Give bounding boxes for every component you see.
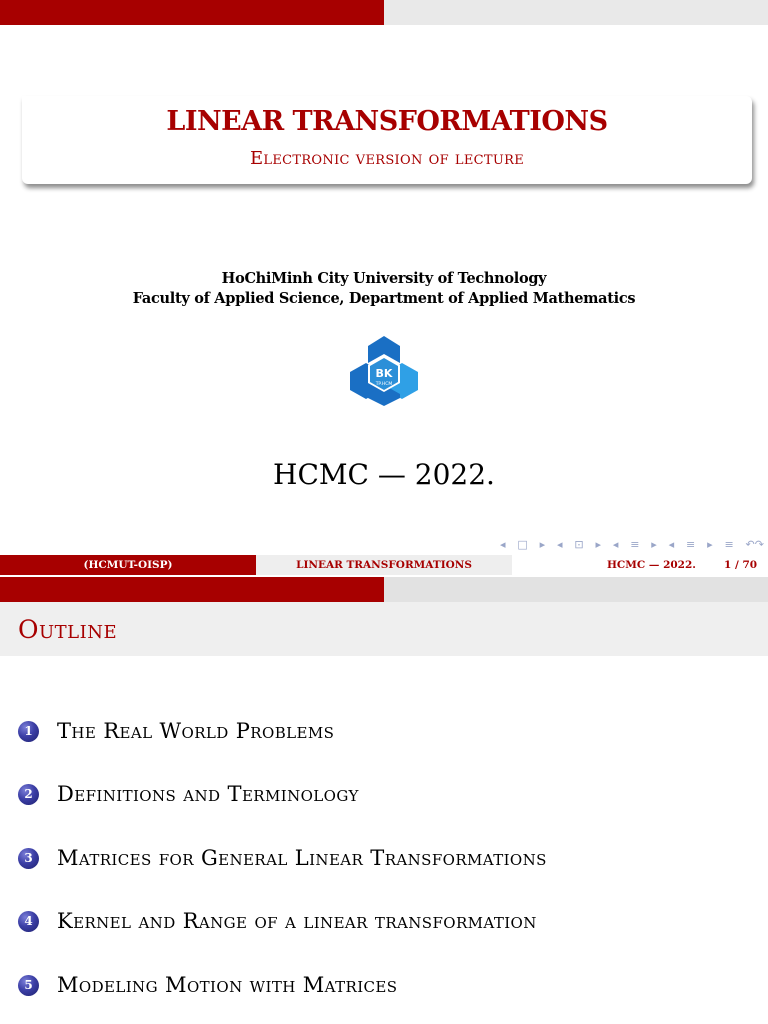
footer-institution: (HCMUT-OISP) — [0, 555, 256, 575]
nav-search-back-icon[interactable]: ↶↷ — [745, 537, 764, 551]
nav-section-icon[interactable]: ≡ — [686, 537, 696, 551]
outline-item-text: The Real World Problems — [57, 719, 335, 743]
outline-item-text: Kernel and Range of a linear transformation — [57, 909, 537, 933]
presentation-subtitle: Electronic version of lecture — [249, 148, 525, 169]
item-number-ball: 1 — [18, 721, 39, 742]
nav-align-icon[interactable]: ≡ — [724, 537, 734, 551]
nav-prev-frame-icon[interactable]: ◂ — [557, 537, 563, 551]
header-bar-gray — [384, 0, 768, 25]
outline-item[interactable] — [18, 971, 397, 999]
nav-prev-subsection-icon[interactable]: ◂ — [612, 537, 619, 551]
item-number-ball: 3 — [18, 848, 39, 869]
outline-list — [0, 577, 768, 1024]
footer-title: LINEAR TRANSFORMATIONS — [256, 555, 512, 575]
nav-prev-slide-icon[interactable]: ◂ — [500, 537, 506, 551]
footer-right — [512, 555, 768, 575]
outline-item[interactable] — [18, 907, 537, 935]
outline-slide — [0, 577, 768, 1024]
presentation-date: HCMC — 2022. — [273, 458, 495, 491]
item-number-ball: 4 — [18, 911, 39, 932]
outline-item-text: Definitions and Terminology — [57, 782, 359, 806]
nav-frame-icon[interactable]: ⊡ — [574, 537, 584, 551]
footer-date: HCMC — 2022. — [607, 559, 696, 571]
outline-item-text: Modeling Motion with Matrices — [57, 973, 398, 997]
nav-subsection-icon[interactable]: ≡ — [630, 537, 640, 551]
institution-line-2: Faculty of Applied Science, Department of Applied Mathematics — [132, 290, 636, 307]
presentation-title: LINEAR TRANSFORMATIONS — [166, 106, 608, 137]
nav-next-frame-icon[interactable]: ▸ — [595, 537, 601, 551]
institution-line-1: HoChiMinh City University of Technology — [221, 270, 547, 287]
outline-item[interactable] — [18, 780, 359, 808]
svg-text:BK: BK — [375, 367, 393, 380]
nav-prev-section-icon[interactable]: ◂ — [668, 537, 675, 551]
outline-item-text: Matrices for General Linear Transformations — [57, 846, 547, 870]
outline-item[interactable] — [18, 844, 547, 872]
item-number-ball: 2 — [18, 784, 39, 805]
footer-bar — [0, 555, 768, 575]
university-logo — [350, 336, 418, 406]
header-bar-red — [0, 0, 384, 25]
footer-page-number: 1 / 70 — [724, 559, 758, 571]
header-bar — [0, 0, 768, 25]
frame-title: Outline — [18, 615, 118, 644]
nav-slide-icon[interactable]: □ — [517, 537, 528, 551]
outline-item[interactable] — [18, 717, 334, 745]
beamer-navigation[interactable] — [500, 535, 764, 553]
item-number-ball: 5 — [18, 975, 39, 996]
svg-text:TP.HCM: TP.HCM — [375, 382, 393, 387]
nav-next-slide-icon[interactable]: ▸ — [539, 537, 546, 551]
nav-next-section-icon[interactable]: ▸ — [707, 537, 713, 551]
nav-next-subsection-icon[interactable]: ▸ — [651, 537, 657, 551]
title-box — [22, 96, 752, 184]
